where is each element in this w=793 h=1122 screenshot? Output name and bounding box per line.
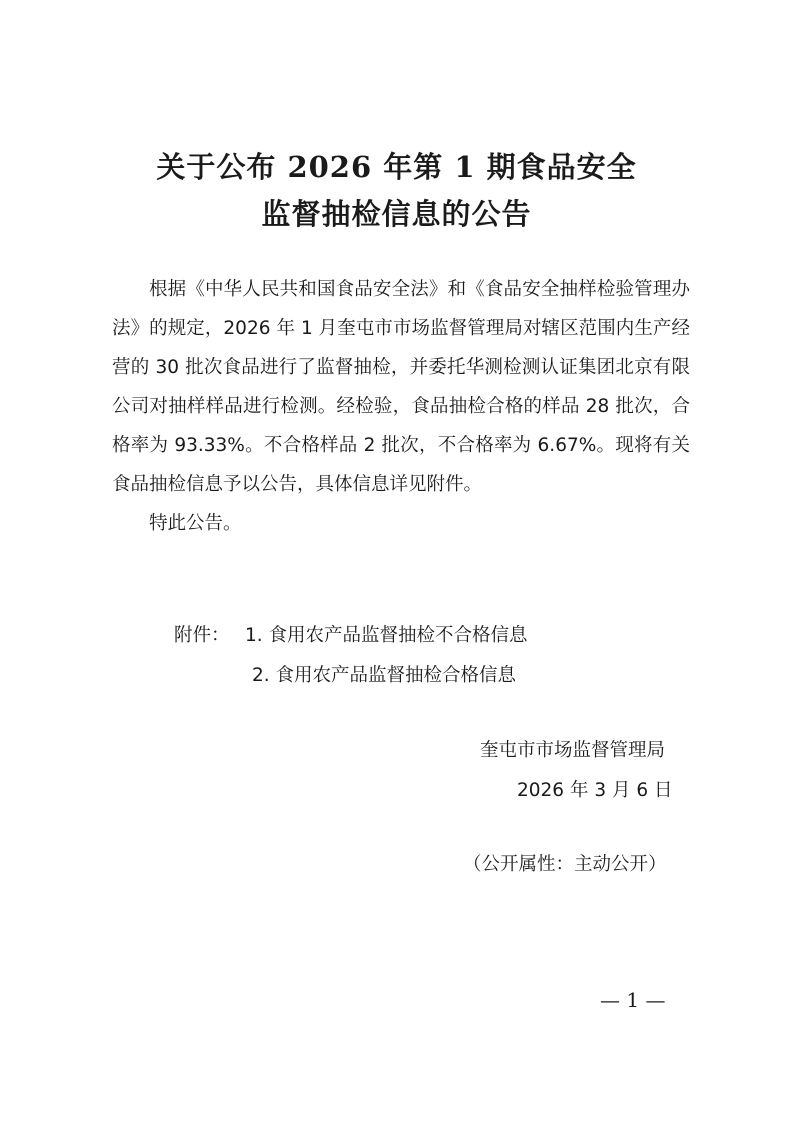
attachment-item-2: 2. 食用农产品监督抽检合格信息 [252, 665, 517, 686]
announcement-body [112, 270, 690, 543]
body-paragraph-closing: 特此公告。 [149, 513, 242, 534]
signature-date: 2026 年 3 月 6 日 [517, 780, 673, 801]
document-title-line-2: 监督抽检信息的公告 [261, 197, 532, 231]
signature-organization: 奎屯市市场监督管理局 [480, 740, 666, 761]
disclosure-attribute: （公开属性：主动公开） [463, 854, 667, 875]
attachment-item-1: 1. 食用农产品监督抽检不合格信息 [245, 625, 528, 646]
attachments-label: 附件： [174, 625, 230, 646]
body-paragraph-main: 根据《中华人民共和国食品安全法》和《食品安全抽样检验管理办法》的规定，2026 年 1 月奎屯市市场监督管理局对辖区范围内生产经营的 30 批次食品进行了监督抽检，并委托华测检测认证集团北京有限公司对抽样样品进行检测。经检验，食品抽检合格的样品 28 批次，合格率为 93.33%。不合格样品 2 批次，不合格率为 6.67%。现将有关食品抽检信息予以公告，具体信息详见附件。 [112, 279, 690, 495]
document-title-line-1: 关于公布 2026 年第 1 期食品安全 [156, 150, 637, 184]
page-number: — 1 — [600, 988, 666, 1012]
